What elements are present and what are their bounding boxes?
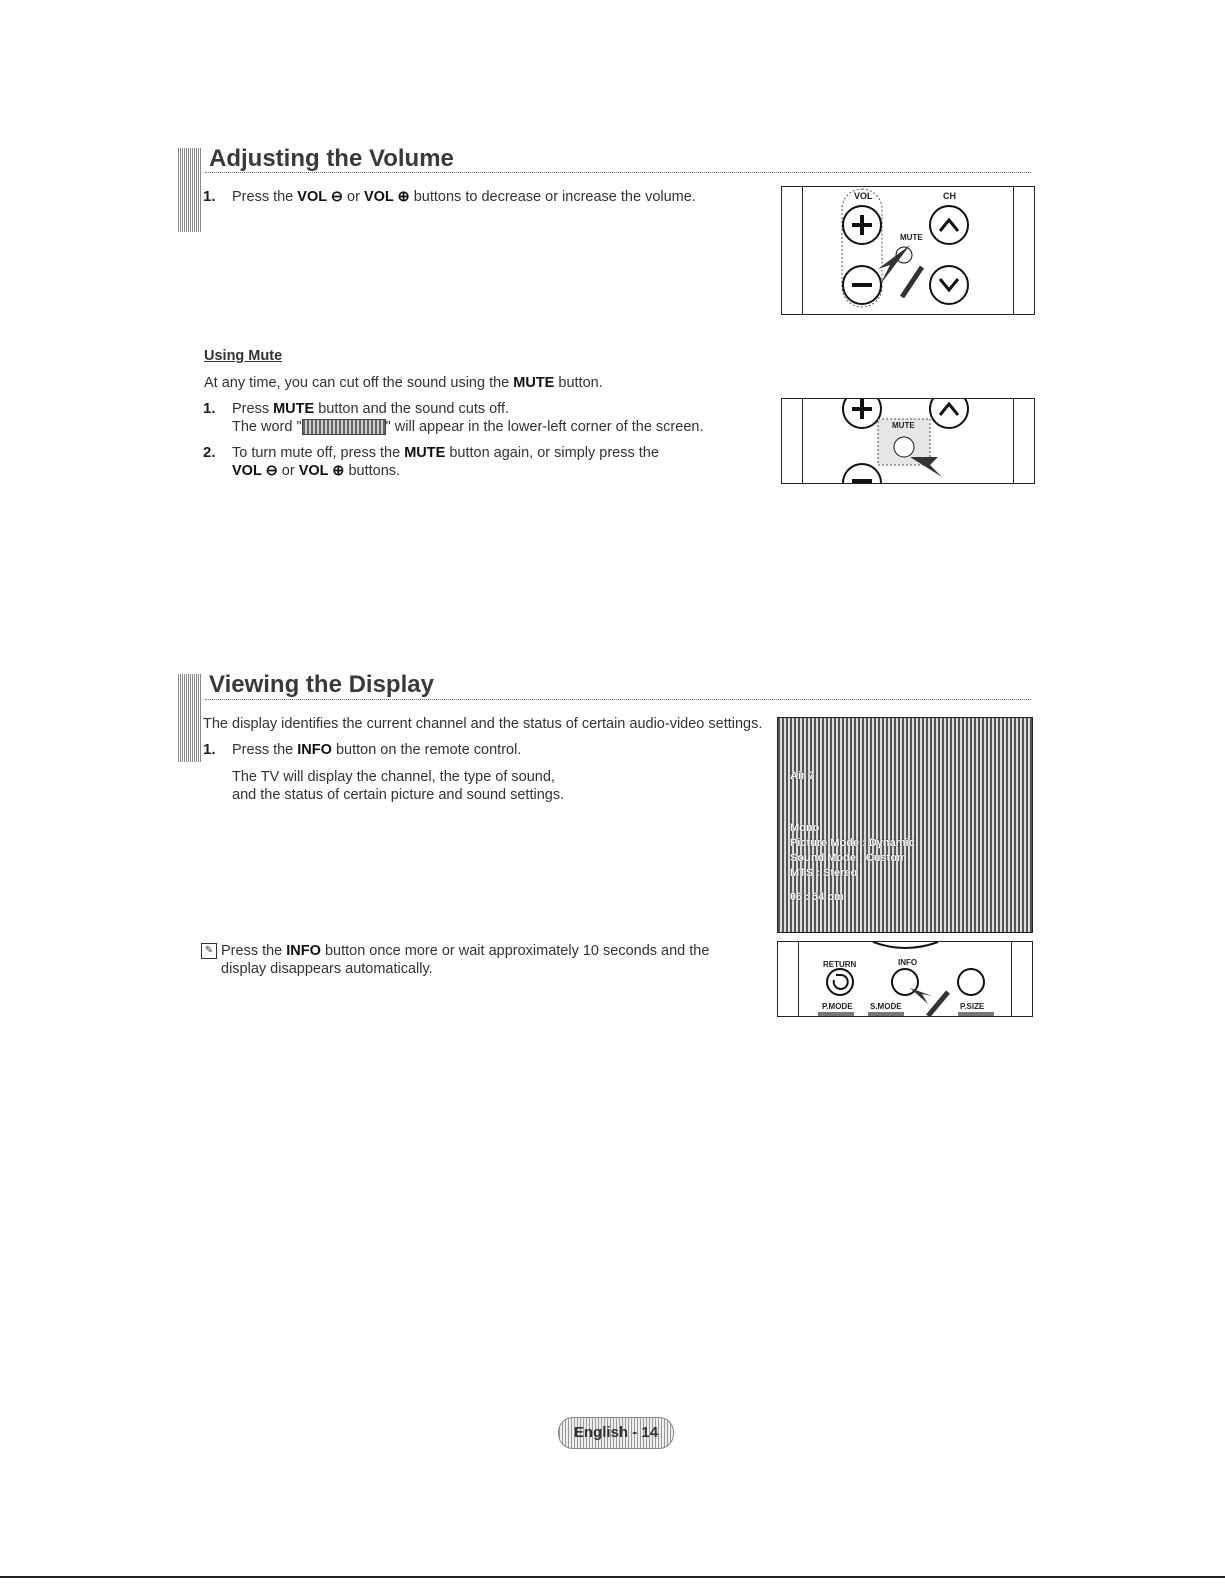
mute-label: MUTE bbox=[900, 233, 923, 242]
vol-label: VOL bbox=[854, 191, 873, 201]
step-text: Press MUTE button and the sound cuts off. bbox=[232, 401, 510, 417]
note-text: ✎ Press the INFO button once more or wait approximately 10 seconds and the bbox=[201, 942, 709, 960]
remote-mute-figure bbox=[781, 398, 1035, 484]
osd-channel: Air 7 bbox=[790, 770, 815, 782]
section-rule bbox=[205, 172, 1031, 173]
step-text: The word " " will appear in the lower-left corner of the screen. bbox=[232, 419, 704, 435]
remote-volume-figure bbox=[781, 186, 1035, 315]
tv-info-screen bbox=[777, 717, 1033, 933]
return-label: RETURN bbox=[823, 960, 857, 969]
osd-picture-mode: Picture Mode : Dynamic bbox=[790, 837, 915, 849]
note-text: display disappears automatically. bbox=[221, 961, 433, 977]
page-bottom-rule bbox=[0, 1576, 1225, 1578]
section-marker bbox=[178, 148, 202, 232]
section-rule bbox=[205, 699, 1031, 700]
step-text: VOL ⊖ or VOL ⊕ buttons. bbox=[232, 463, 401, 479]
osd-time: 06 : 54 pm bbox=[790, 891, 844, 903]
osd-sound: Mono bbox=[790, 822, 820, 834]
mute-osd-icon bbox=[302, 419, 386, 435]
info-label: INFO bbox=[898, 958, 918, 967]
step-number: 2. bbox=[203, 444, 216, 461]
step-text: and the status of certain picture and sound settings. bbox=[232, 787, 565, 803]
step-text: The TV will display the channel, the type of sound, bbox=[232, 769, 555, 785]
osd-sound-mode: Sound Mode : Custom bbox=[790, 852, 907, 864]
step-text: To turn mute off, press the MUTE button again, or simply press the bbox=[232, 445, 659, 461]
mute-intro: At any time, you can cut off the sound using the MUTE button. bbox=[204, 375, 603, 391]
page-number-badge: English - 14 bbox=[558, 1417, 674, 1449]
mute-label: MUTE bbox=[892, 421, 915, 430]
display-intro: The display identifies the current channel and the status of certain audio-video settings. bbox=[203, 716, 763, 732]
note-icon: ✎ bbox=[201, 943, 217, 959]
step-text: Press the INFO button on the remote control. bbox=[232, 742, 522, 758]
smode-label: S.MODE bbox=[870, 1002, 902, 1011]
pmode-label: P.MODE bbox=[822, 1002, 853, 1011]
mute-heading: Using Mute bbox=[204, 348, 283, 364]
section-title-display: Viewing the Display bbox=[209, 671, 434, 698]
step-number: 1. bbox=[203, 400, 216, 417]
step-text: Press the VOL ⊖ or VOL ⊕ buttons to decrease or increase the volume. bbox=[232, 189, 696, 205]
section-marker bbox=[178, 674, 202, 762]
section-title-volume: Adjusting the Volume bbox=[209, 145, 454, 172]
step-number: 1. bbox=[203, 188, 216, 205]
ch-label: CH bbox=[943, 191, 956, 201]
osd-mts: MTS : Stereo bbox=[790, 867, 858, 879]
step-number: 1. bbox=[203, 741, 216, 758]
psize-label: P.SIZE bbox=[960, 1002, 985, 1011]
remote-info-figure bbox=[777, 941, 1033, 1017]
